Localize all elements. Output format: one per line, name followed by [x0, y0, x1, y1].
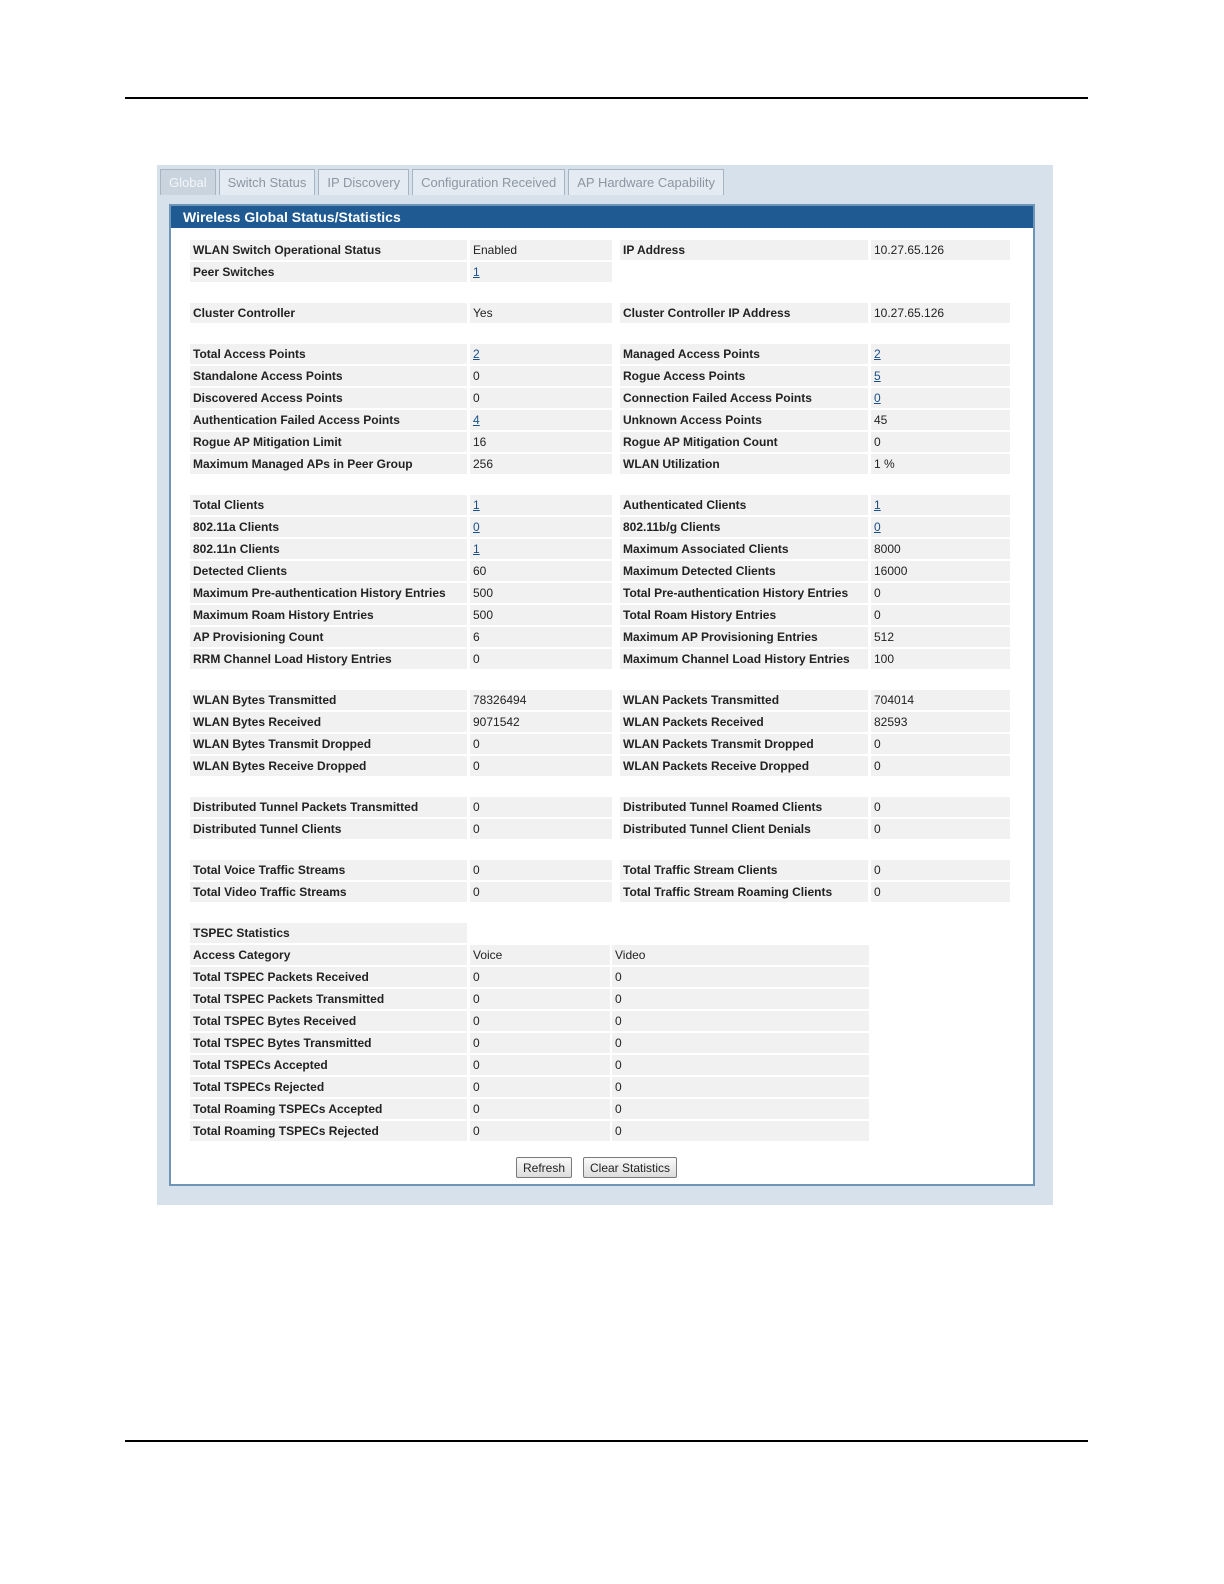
- stat-value: 0: [871, 860, 1010, 880]
- stat-value-link[interactable]: 2: [473, 347, 480, 361]
- stat-label: Detected Clients: [190, 561, 467, 581]
- stat-label: WLAN Bytes Transmit Dropped: [190, 734, 467, 754]
- stat-value: 0: [871, 605, 1010, 625]
- stat-label: Maximum Detected Clients: [620, 561, 868, 581]
- tspec-row-label: Total TSPECs Rejected: [190, 1077, 467, 1097]
- panel-title: Wireless Global Status/Statistics: [171, 206, 1033, 228]
- refresh-button[interactable]: Refresh: [516, 1157, 572, 1178]
- stat-value: 78326494: [470, 690, 612, 710]
- stat-value-link[interactable]: 5: [874, 369, 881, 383]
- stat-value: 10.27.65.126: [871, 303, 1010, 323]
- stat-label: Total Roam History Entries: [620, 605, 868, 625]
- stat-label: Maximum Managed APs in Peer Group: [190, 454, 467, 474]
- stat-value: 0: [871, 756, 1010, 776]
- tspec-title: TSPEC Statistics: [190, 923, 467, 943]
- tspec-voice-value: 0: [470, 1055, 610, 1075]
- stat-label: AP Provisioning Count: [190, 627, 467, 647]
- stat-value: Enabled: [470, 240, 612, 260]
- clear-statistics-button[interactable]: Clear Statistics: [583, 1157, 677, 1178]
- stat-label: WLAN Utilization: [620, 454, 868, 474]
- stat-value: 0: [871, 797, 1010, 817]
- tspec-row-label: Total Roaming TSPECs Rejected: [190, 1121, 467, 1141]
- tab-configuration-received[interactable]: Configuration Received: [412, 169, 565, 195]
- stat-label: Total Pre-authentication History Entries: [620, 583, 868, 603]
- tspec-video-value: 0: [612, 1033, 869, 1053]
- stat-value: 45: [871, 410, 1010, 430]
- stat-value[interactable]: [470, 539, 612, 559]
- tspec-row-label: Total TSPEC Packets Transmitted: [190, 989, 467, 1009]
- tab-global[interactable]: Global: [160, 169, 216, 195]
- stat-label: Maximum AP Provisioning Entries: [620, 627, 868, 647]
- tspec-header-video: Video: [612, 945, 869, 965]
- stat-label: Total Clients: [190, 495, 467, 515]
- tspec-row-label: Total TSPEC Bytes Transmitted: [190, 1033, 467, 1053]
- stat-value: 0: [871, 734, 1010, 754]
- stat-value[interactable]: [470, 410, 612, 430]
- stat-value: 1 %: [871, 454, 1010, 474]
- stat-label: Rogue AP Mitigation Limit: [190, 432, 467, 452]
- stat-label: Maximum Channel Load History Entries: [620, 649, 868, 669]
- tspec-row-label: Total TSPEC Bytes Received: [190, 1011, 467, 1031]
- stat-label: Rogue AP Mitigation Count: [620, 432, 868, 452]
- stat-label: IP Address: [620, 240, 868, 260]
- stat-value: 16000: [871, 561, 1010, 581]
- stat-value: 500: [470, 605, 612, 625]
- tspec-video-value: 0: [612, 989, 869, 1009]
- stat-value: 9071542: [470, 712, 612, 732]
- tspec-voice-value: 0: [470, 1099, 610, 1119]
- stat-value-link[interactable]: 1: [473, 542, 480, 556]
- tspec-voice-value: 0: [470, 1011, 610, 1031]
- stat-value: 0: [470, 366, 612, 386]
- stat-value: 0: [470, 819, 612, 839]
- stat-value: 0: [470, 797, 612, 817]
- stat-label: Authenticated Clients: [620, 495, 868, 515]
- stat-label: Maximum Associated Clients: [620, 539, 868, 559]
- stat-value: 0: [470, 860, 612, 880]
- stat-value[interactable]: [470, 262, 612, 282]
- stat-value: 16: [470, 432, 612, 452]
- stat-value: 0: [871, 432, 1010, 452]
- stat-value-link[interactable]: 4: [473, 413, 480, 427]
- tspec-video-value: 0: [612, 1077, 869, 1097]
- tab-ip-discovery[interactable]: IP Discovery: [318, 169, 409, 195]
- stat-label: 802.11n Clients: [190, 539, 467, 559]
- stat-label: Rogue Access Points: [620, 366, 868, 386]
- stat-value: 8000: [871, 539, 1010, 559]
- stat-label: 802.11a Clients: [190, 517, 467, 537]
- tspec-header-voice: Voice: [470, 945, 610, 965]
- stat-value: 0: [871, 882, 1010, 902]
- stat-value: 6: [470, 627, 612, 647]
- stat-label: Total Traffic Stream Clients: [620, 860, 868, 880]
- stat-value: 0: [470, 882, 612, 902]
- stat-label: WLAN Bytes Received: [190, 712, 467, 732]
- stat-value: 0: [470, 388, 612, 408]
- stat-value[interactable]: [470, 344, 612, 364]
- stat-value-link[interactable]: 0: [874, 391, 881, 405]
- stat-label: WLAN Switch Operational Status: [190, 240, 467, 260]
- stat-value-link[interactable]: 0: [874, 520, 881, 534]
- stat-value: 500: [470, 583, 612, 603]
- stat-label: 802.11b/g Clients: [620, 517, 868, 537]
- stat-label: WLAN Packets Receive Dropped: [620, 756, 868, 776]
- tspec-video-value: 0: [612, 1121, 869, 1141]
- stat-label: RRM Channel Load History Entries: [190, 649, 467, 669]
- stat-value[interactable]: [470, 495, 612, 515]
- stat-label: Distributed Tunnel Roamed Clients: [620, 797, 868, 817]
- tspec-row-label: Total Roaming TSPECs Accepted: [190, 1099, 467, 1119]
- stat-label: Connection Failed Access Points: [620, 388, 868, 408]
- tspec-voice-value: 0: [470, 967, 610, 987]
- stat-value[interactable]: [871, 388, 1010, 408]
- stat-label: Discovered Access Points: [190, 388, 467, 408]
- stat-value-link[interactable]: 0: [473, 520, 480, 534]
- stat-label: Maximum Roam History Entries: [190, 605, 467, 625]
- stat-label: Cluster Controller: [190, 303, 467, 323]
- stat-label: WLAN Packets Received: [620, 712, 868, 732]
- stat-label: Distributed Tunnel Client Denials: [620, 819, 868, 839]
- tspec-row-label: Total TSPECs Accepted: [190, 1055, 467, 1075]
- stat-label: Total Access Points: [190, 344, 467, 364]
- stat-label: Peer Switches: [190, 262, 467, 282]
- stat-value[interactable]: [871, 344, 1010, 364]
- tab-switch-status[interactable]: Switch Status: [219, 169, 316, 195]
- tab-ap-hardware-capability[interactable]: AP Hardware Capability: [568, 169, 724, 195]
- tspec-voice-value: 0: [470, 1033, 610, 1053]
- stat-value: 256: [470, 454, 612, 474]
- stat-label: WLAN Packets Transmitted: [620, 690, 868, 710]
- stat-value-link[interactable]: 1: [473, 498, 480, 512]
- bottom-rule: [125, 1440, 1088, 1442]
- stat-label: Distributed Tunnel Packets Transmitted: [190, 797, 467, 817]
- stat-value: 0: [470, 756, 612, 776]
- stat-label: Maximum Pre-authentication History Entries: [190, 583, 467, 603]
- tspec-row-label: Total TSPEC Packets Received: [190, 967, 467, 987]
- stat-value: 100: [871, 649, 1010, 669]
- stat-label: Distributed Tunnel Clients: [190, 819, 467, 839]
- stat-label: Total Traffic Stream Roaming Clients: [620, 882, 868, 902]
- stat-value: Yes: [470, 303, 612, 323]
- tspec-header-label: Access Category: [190, 945, 467, 965]
- stat-value-link[interactable]: 1: [874, 498, 881, 512]
- tspec-voice-value: 0: [470, 989, 610, 1009]
- stat-value-link[interactable]: 1: [473, 265, 480, 279]
- tspec-voice-value: 0: [470, 1077, 610, 1097]
- stat-value[interactable]: [871, 366, 1010, 386]
- stat-label: WLAN Bytes Receive Dropped: [190, 756, 467, 776]
- stat-value-link[interactable]: 2: [874, 347, 881, 361]
- stat-value: 512: [871, 627, 1010, 647]
- tspec-video-value: 0: [612, 967, 869, 987]
- stat-label: Unknown Access Points: [620, 410, 868, 430]
- tab-bar: [160, 169, 724, 196]
- stat-label: WLAN Packets Transmit Dropped: [620, 734, 868, 754]
- stat-value: 10.27.65.126: [871, 240, 1010, 260]
- stat-value: 0: [470, 734, 612, 754]
- tspec-video-value: 0: [612, 1011, 869, 1031]
- tspec-voice-value: 0: [470, 1121, 610, 1141]
- stat-value: 704014: [871, 690, 1010, 710]
- stat-value: 0: [470, 649, 612, 669]
- stat-value[interactable]: [470, 517, 612, 537]
- stat-label: Total Voice Traffic Streams: [190, 860, 467, 880]
- stat-value: 60: [470, 561, 612, 581]
- stat-label: Managed Access Points: [620, 344, 868, 364]
- stat-value: 0: [871, 583, 1010, 603]
- top-rule: [125, 97, 1088, 99]
- stat-label: Standalone Access Points: [190, 366, 467, 386]
- stat-label: Total Video Traffic Streams: [190, 882, 467, 902]
- tspec-video-value: 0: [612, 1055, 869, 1075]
- stat-label: Cluster Controller IP Address: [620, 303, 868, 323]
- stat-label: WLAN Bytes Transmitted: [190, 690, 467, 710]
- stat-value[interactable]: [871, 517, 1010, 537]
- stat-value: 0: [871, 819, 1010, 839]
- stat-label: Authentication Failed Access Points: [190, 410, 467, 430]
- tspec-video-value: 0: [612, 1099, 869, 1119]
- stat-value[interactable]: [871, 495, 1010, 515]
- stat-value: 82593: [871, 712, 1010, 732]
